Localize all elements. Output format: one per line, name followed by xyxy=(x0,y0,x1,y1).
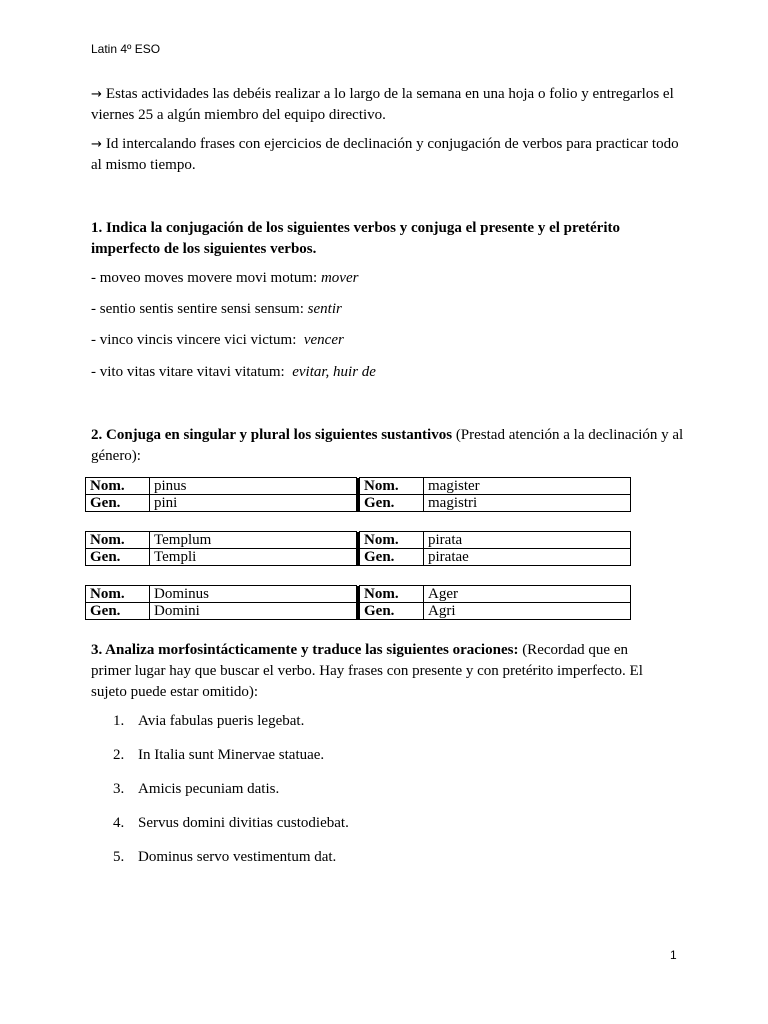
intro-text-1: Estas actividades las debéis realizar a lo largo de la semana en una hoja o folio y entregarlos el viernes 25 a algún miembro del equipo directivo. xyxy=(91,86,674,123)
declension-table: Nom. pinus Nom. magister Gen. pini Gen. magistri xyxy=(85,477,631,512)
intro-text-2: Id intercalando frases con ejercicios de declinación y conjugación de verbos para practicar todo al mismo tiempo. xyxy=(91,136,679,173)
verb-line: - vinco vincis vincere vici victum: vencer xyxy=(91,332,344,348)
list-item: 5. Dominus servo vestimentum dat. xyxy=(113,849,337,865)
list-item: 4. Servus domini divitias custodiebat. xyxy=(113,815,349,831)
section1-title: 1. Indica la conjugación de los siguientes verbos y conjuga el presente y el pretérito imperfecto de los siguientes verbos. xyxy=(91,220,620,257)
list-item: 3. Amicis pecuniam datis. xyxy=(113,781,280,797)
list-item: 2. In Italia sunt Minervae statuae. xyxy=(113,747,325,763)
verb-line: - moveo moves movere movi motum: mover xyxy=(91,270,359,286)
declension-table: Nom. Dominus Nom. Ager Gen. Domini Gen. Agri xyxy=(85,585,631,620)
section2-title: 2. Conjuga en singular y plural los siguientes sustantivos (Prestad atención a la declinación y al género): xyxy=(91,427,684,464)
sentence-list xyxy=(113,711,349,881)
section3-title: 3. Analiza morfosintácticamente y traduce las siguientes oraciones: (Recordad que en primer lugar hay que buscar el verbo. Hay frases con presente y con pretérito imperfecto. El sujeto puede estar omitido): xyxy=(91,642,643,700)
page-number: 1 xyxy=(670,948,677,962)
verb-line: - sentio sentis sentire sensi sensum: sentir xyxy=(91,301,342,317)
arrow-right-icon: → xyxy=(91,137,102,152)
page-header: Latin 4º ESO xyxy=(91,42,161,56)
verb-line: - vito vitas vitare vitavi vitatum: evitar, huir de xyxy=(91,364,376,380)
list-item: 1. Avia fabulas pueris legebat. xyxy=(113,713,305,729)
intro-paragraph-1 xyxy=(91,84,691,126)
intro-paragraph-2 xyxy=(91,134,691,176)
arrow-right-icon: → xyxy=(91,87,102,102)
declension-table: Nom. Templum Nom. pirata Gen. Templi Gen. piratae xyxy=(85,531,631,566)
